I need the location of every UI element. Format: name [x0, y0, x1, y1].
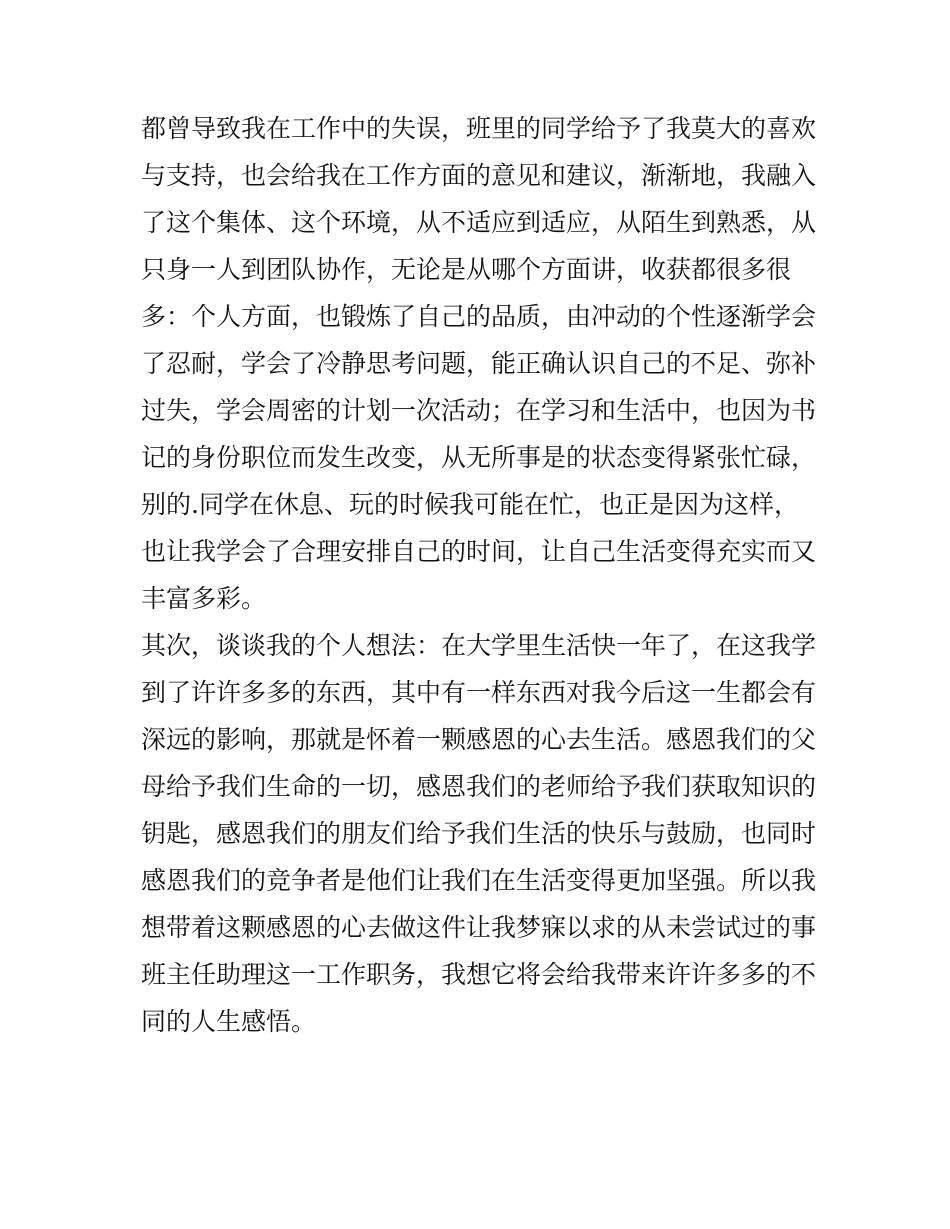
text-line: 母给予我们生命的一切，感恩我们的老师给予我们获取知识的 [141, 772, 817, 801]
text-line: 过失，学会周密的计划一次活动；在学习和生活中，也因为书 [141, 396, 817, 425]
text-line: 钥匙，感恩我们的朋友们给予我们生活的快乐与鼓励，也同时 [141, 819, 817, 848]
text-line: 其次，谈谈我的个人想法：在大学里生活快一年了，在这我学 [141, 631, 817, 660]
text-line: 同的人生感悟。 [141, 1007, 317, 1036]
text-line: 只身一人到团队协作，无论是从哪个方面讲，收获都很多很 [141, 255, 792, 284]
text-line: 到了许许多多的东西，其中有一样东西对我今后这一生都会有 [141, 678, 817, 707]
text-line: 都曾导致我在工作中的失误，班里的同学给予了我莫大的喜欢 [141, 114, 817, 143]
text-line: 也让我学会了合理安排自己的时间，让自己生活变得充实而又 [141, 537, 817, 566]
text-line: 感恩我们的竞争者是他们让我们在生活变得更加坚强。所以我 [141, 866, 817, 895]
text-line: 了这个集体、这个环境，从不适应到适应，从陌生到熟悉，从 [141, 208, 817, 237]
text-line: 想带着这颗感恩的心去做这件让我梦寐以求的从未尝试过的事 [141, 913, 817, 942]
text-line: 与支持，也会给我在工作方面的意见和建议，渐渐地，我融入 [141, 161, 817, 190]
text-line: 了忍耐，学会了冷静思考问题，能正确认识自己的不足、弥补 [141, 349, 817, 378]
text-line: 记的身份职位而发生改变，从无所事是的状态变得紧张忙碌， [141, 443, 817, 472]
text-line: 丰富多彩。 [141, 584, 267, 613]
body-text [141, 105, 831, 1045]
text-line: 班主任助理这一工作职务，我想它将会给我带来许许多多的不 [141, 960, 817, 989]
text-line: 别的.同学在休息、玩的时候我可能在忙，也正是因为这样， [141, 490, 799, 519]
text-line: 深远的影响，那就是怀着一颗感恩的心去生活。感恩我们的父 [141, 725, 817, 754]
text-line: 多：个人方面，也锻炼了自己的品质，由冲动的个性逐渐学会 [141, 302, 817, 331]
